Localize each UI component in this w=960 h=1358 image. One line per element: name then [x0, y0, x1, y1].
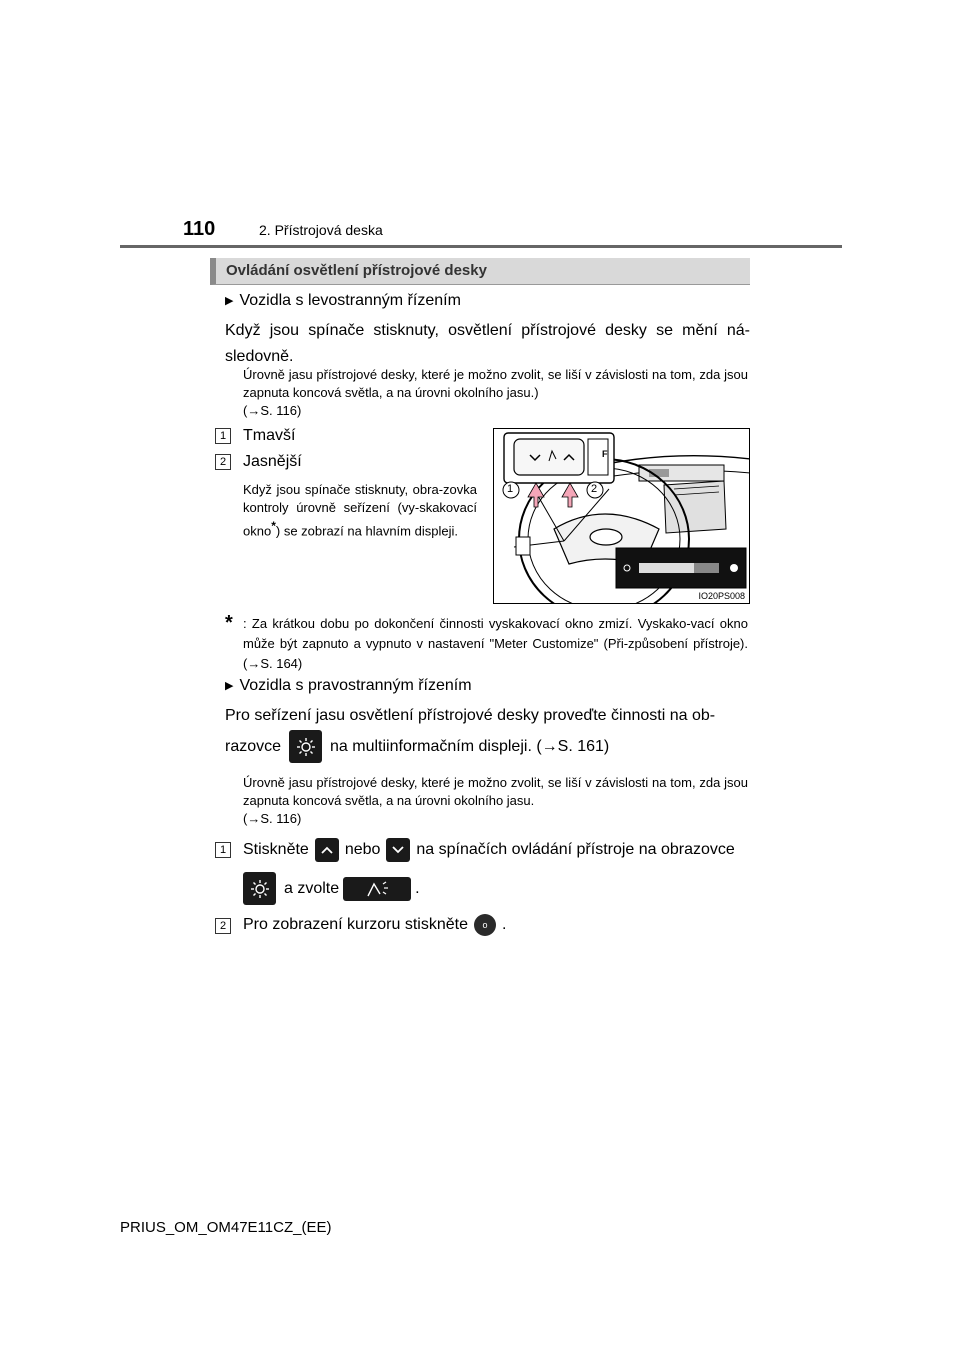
item-note-text-a: Když jsou spínače stisknuty, obra-zovka kontroly úrovně seřízení (vy-skakovací okno [243, 482, 477, 539]
rhd-body-line1: Pro seřízení jasu osvětlení přístrojové desky proveďte činnosti na ob- [225, 707, 716, 724]
item-note-star: * [271, 519, 276, 533]
step-1-text-b: nebo [344, 841, 381, 858]
lhd-note-text: Úrovně jasu přístrojové desky, které je možno zvolit, se liší v závislosti na tom, zda jsou zapnuta koncová světla, a na úrovni okolního jasu.) [243, 367, 748, 400]
step-2-line [243, 914, 506, 936]
triangle-bullet-icon: ▶ [225, 680, 234, 692]
figure-label-1: 1 [507, 483, 514, 495]
step-1-text-c: na spínačích ovládání přístroje na obrazovce [416, 841, 735, 858]
rhd-heading-text: Vozidla s pravostranným řízením [239, 677, 472, 694]
document-code: PRIUS_OM_OM47E11CZ_(EE) [120, 1219, 332, 1236]
step-2-badge: 2 [215, 918, 231, 934]
brightness-sun-icon [243, 872, 276, 905]
step-1-badge: 1 [215, 842, 231, 858]
lhd-heading [225, 292, 461, 310]
section-title: Ovládání osvětlení přístrojové desky [226, 262, 487, 279]
rhd-body-line2-a: razovce [225, 737, 282, 755]
item-2-label: Jasnější [243, 453, 302, 470]
footnote-text: : Za krátkou dobu po dokončení činnosti vyskakovací okno zmizí. Vyskako-vací okno může být zapnuto a vypnuto v nastavení "Meter Customize" (Při-způsobení přístroje). (→S. 164) [243, 616, 748, 671]
section-heading-bar [210, 258, 750, 285]
item-1-label: Tmavší [243, 427, 296, 444]
rhd-heading [225, 677, 472, 695]
dimmer-icon [343, 877, 411, 901]
rhd-body-line2 [225, 730, 609, 763]
rhd-note [243, 774, 748, 828]
lhd-note [243, 366, 748, 420]
footnote-star: * [225, 612, 233, 634]
dashboard-drawing [494, 429, 750, 604]
triangle-bullet-icon: ▶ [225, 295, 234, 307]
step-1-line1 [243, 838, 735, 862]
item-note-text-b: ) se zobrazí na hlavním displeji. [275, 523, 458, 539]
lhd-note-ref: (→S. 116) [243, 403, 302, 418]
figure-code: IO20PS008 [698, 591, 745, 601]
rhd-body-line2-b: na multiinformačním displeji. (→S. 161) [330, 737, 610, 755]
chevron-down-icon [386, 838, 410, 862]
step-2-text-b: . [502, 916, 507, 933]
step-1-text-d: a zvolte [284, 879, 340, 897]
step-1-line2 [243, 872, 420, 905]
lhd-heading-text: Vozidla s levostranným řízením [239, 292, 461, 309]
figure-label-2: 2 [591, 483, 598, 495]
page-number: 110 [183, 218, 216, 240]
svg-text:F: F [602, 449, 608, 459]
rhd-note-text: Úrovně jasu přístrojové desky, které je možno zvolit, se liší v závislosti na tom, zda jsou zapnuta koncová světla, a na úrovni okolního jasu. [243, 775, 748, 808]
step-2-text-a: Pro zobrazení kurzoru stiskněte [243, 916, 468, 933]
item-note [243, 481, 477, 540]
ok-knob-icon: o [474, 914, 496, 936]
brightness-sun-icon [289, 730, 322, 763]
chevron-up-icon [315, 838, 339, 862]
item-1-badge: 1 [215, 428, 231, 444]
step-1-text-e: . [415, 879, 420, 897]
dashboard-illustration [493, 428, 750, 604]
step-1-text-a: Stiskněte [243, 841, 309, 858]
item-2-badge: 2 [215, 454, 231, 470]
chapter-title: 2. Přístrojová deska [259, 222, 383, 238]
header-rule [120, 245, 842, 248]
rhd-note-ref: (→S. 116) [243, 811, 302, 826]
lhd-body: Když jsou spínače stisknuty, osvětlení přístrojové desky se mění ná-sledovně. [225, 322, 750, 365]
